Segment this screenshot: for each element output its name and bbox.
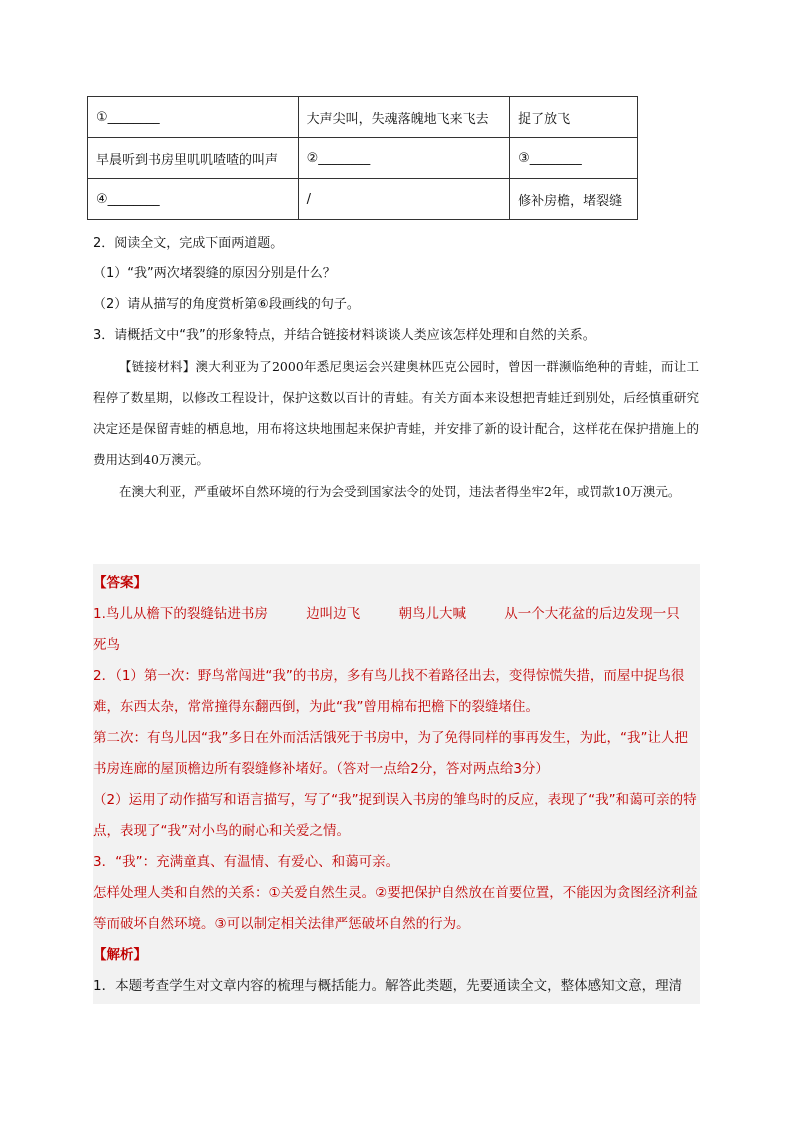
table-cell: ②________: [298, 138, 510, 179]
answer-table: [87, 96, 638, 220]
answer-2-1: 2．（1）第一次：野鸟常闯进“我”的书房，多有鸟儿找不着路径出去，变得惊慌失措，而屋中捉鸟很难，东西太杂，常常撞得东翻西倒，为此“我”曾用棉布把檐下的裂缝堵住。: [93, 668, 685, 715]
answer-1-item: 朝鸟儿大喊: [398, 606, 466, 622]
table-cell: ④________: [88, 179, 299, 220]
answer-1-item: 1.鸟儿从檐下的裂缝钻进书房: [93, 606, 268, 622]
table-cell: 大声尖叫，失魂落魄地飞来飞去: [298, 97, 510, 138]
answer-3-image: 3．“我”：充满童真、有温情、有爱心、和蔼可亲。: [93, 854, 400, 870]
answer-2-1-second: 第二次：有鸟儿因“我”多日在外而活活饿死于书房中，为了免得同样的事再发生，为此，“我”让人把书房连廊的屋顶檐边所有裂缝修补堵好。（答对一点给2分，答对两点给3分）: [93, 730, 688, 777]
table-cell: 早晨听到书房里叽叽喳喳的叫声: [88, 138, 299, 179]
link-material-paragraph: 在澳大利亚，严重破坏自然环境的行为会受到国家法令的处罚，违法者得坐牢2年，或罚款10万澳元。: [119, 484, 681, 499]
answer-2-2: （2）运用了动作描写和语言描写，写了“我”捉到误入书房的雏鸟时的反应，表现了“我”和蔼可亲的特点，表现了“我”对小鸟的耐心和关爱之情。: [93, 792, 697, 839]
table-row: [88, 179, 638, 220]
question-3: 3．请概括文中“我”的形象特点，并结合链接材料谈谈人类应该怎样处理和自然的关系。: [93, 328, 596, 343]
question-2-1: （1）“我”两次堵裂缝的原因分别是什么？: [93, 266, 336, 281]
table-cell: 修补房檐，堵裂缝: [510, 179, 638, 220]
question-2: 2．阅读全文，完成下面两道题。: [93, 236, 284, 251]
answer-1-item: 边叫边飞: [306, 606, 361, 622]
table-row: [88, 138, 638, 179]
analysis-text: 1．本题考查学生对文章内容的梳理与概括能力。解答此类题，先要通读全文，整体感知文意，理清: [93, 978, 683, 994]
answer-1-continued: 死鸟: [93, 637, 120, 653]
answer-3-relationship: 怎样处理人类和自然的关系：①关爱自然生灵。②要把保护自然放在首要位置，不能因为贪图经济利益等而破坏自然环境。③可以制定相关法律严惩破坏自然的行为。: [93, 885, 698, 932]
table-cell: ③________: [510, 138, 638, 179]
link-material-paragraph: 【链接材料】澳大利亚为了2000年悉尼奥运会兴建奥林匹克公园时，曾因一群濒临绝种的青蛙，而让工程停了数星期，以修改工程设计，保护这数以百计的青蛙。有关方面本来设想把青蛙迁到别处，后经慎重研究决定还是保留青蛙的栖息地，用布将这块地围起来保护青蛙，并安排了新的设计配合，这样花在保护措施上的费用达到40万澳元。: [93, 359, 699, 467]
table-cell: 捉了放飞: [510, 97, 638, 138]
table-cell: /: [298, 179, 510, 220]
answer-heading: 【答案】: [93, 575, 147, 591]
answer-1: [93, 599, 700, 630]
question-2-2: （2）请从描写的角度赏析第⑥段画线的句子。: [93, 297, 360, 312]
table-row: [88, 97, 638, 138]
answer-1-item: 从一个大花盆的后边发现一只: [504, 606, 680, 622]
table-cell: ①________: [88, 97, 299, 138]
analysis-heading: 【解析】: [93, 947, 147, 963]
